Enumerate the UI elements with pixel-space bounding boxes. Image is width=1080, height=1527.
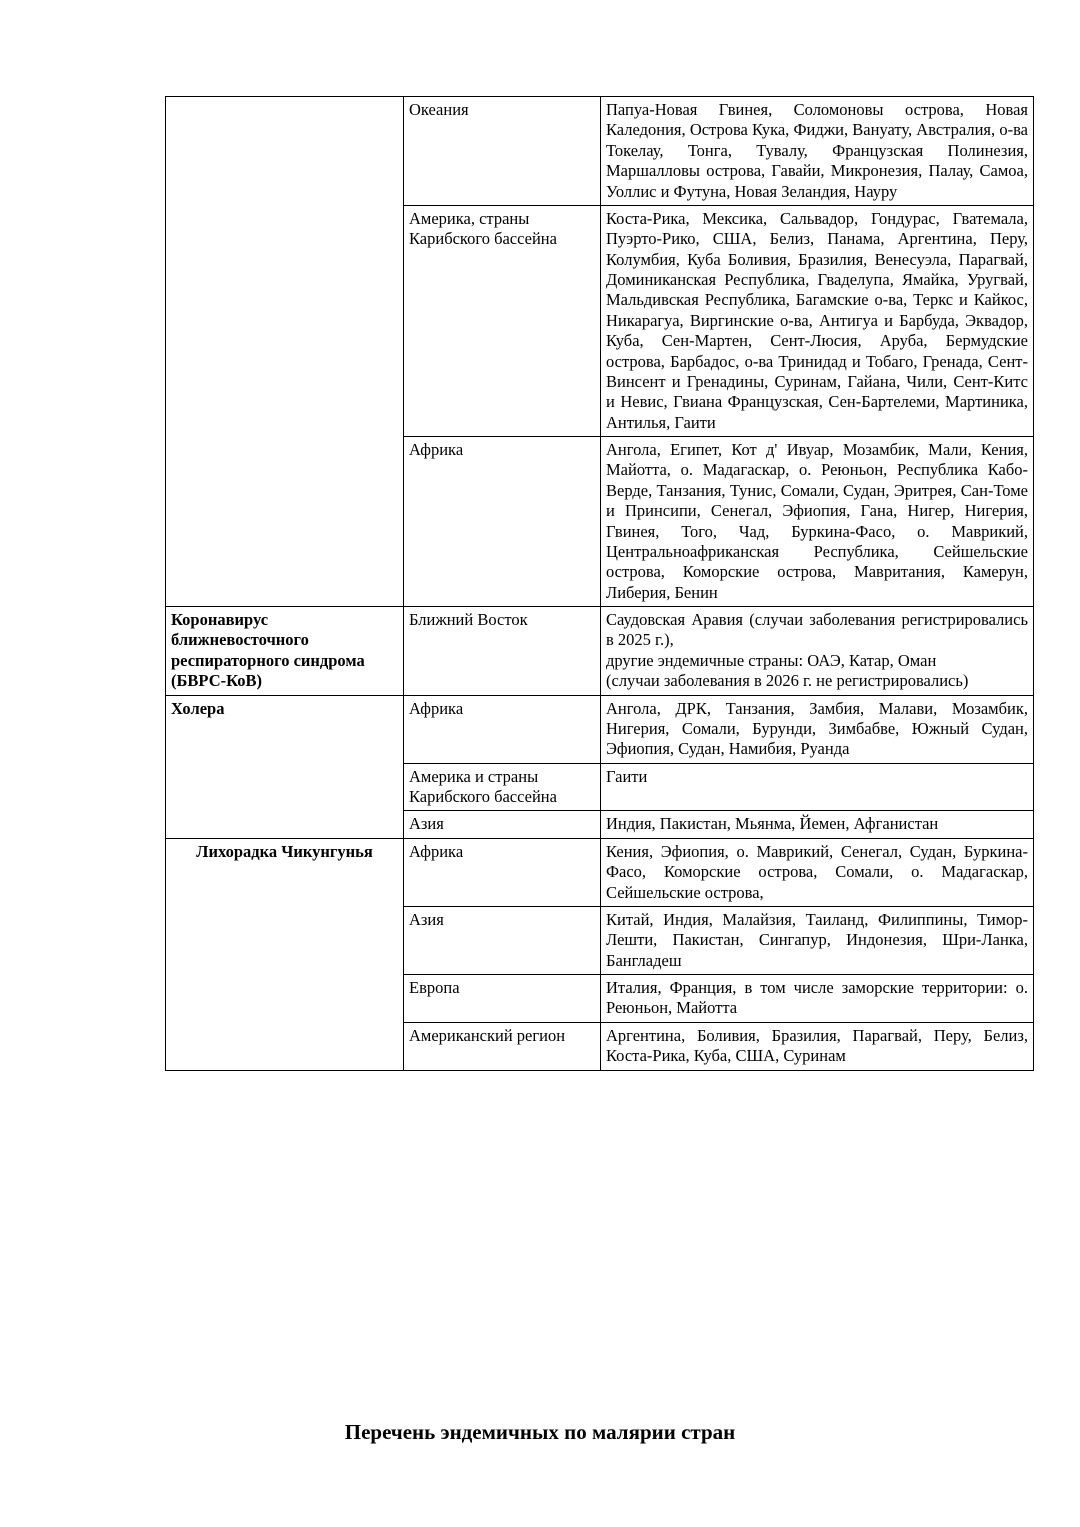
countries-cell: Ангола, Египет, Кот д' Ивуар, Мозамбик, Мали, Кения, Майотта, о. Мадагаскар, о. Реюньон, Республика Кабо-Верде, Танзания, Тунис, Сомали, Судан, Эритрея, Сан-Томе и Принсипи, Сенегал, Эфиопия, Гана, Нигер, Нигерия, Гвинея, Того, Чад, Буркина-Фасо, о. Маврикий, Центральноафриканская Республика, Сейшельские острова, Коморские острова, Мавритания, Камерун, Либерия, Бенин xyxy=(601,437,1034,607)
table-row xyxy=(166,838,1034,906)
countries-cell: Папуа-Новая Гвинея, Соломоновы острова, Новая Каледония, Острова Кука, Фиджи, Вануату, Австралия, о-ва Токелау, Тонга, Тувалу, Французская Полинезия, Маршалловы острова, Гавайи, Микронезия, Палау, Самоа, Уоллис и Футуна, Новая Зеландия, Науру xyxy=(601,97,1034,206)
disease-cell-mers: Коронавирус ближневосточного респираторного синдрома (БВРС-КоВ) xyxy=(166,607,404,696)
region-cell: Америка и страны Карибского бассейна xyxy=(404,763,601,811)
region-cell: Африка xyxy=(404,695,601,763)
region-cell: Африка xyxy=(404,437,601,607)
countries-cell: Гаити xyxy=(601,763,1034,811)
countries-cell: Коста-Рика, Мексика, Сальвадор, Гондурас, Гватемала, Пуэрто-Рико, США, Белиз, Панама, Аргентина, Перу, Колумбия, Куба Боливия, Бразилия, Венесуэла, Парагвай, Доминиканская Республика, Гваделупа, Ямайка, Уругвай, Мальдивская Республика, Багамские о-ва, Теркс и Кайкос, Никарагуа, Виргинские о-ва, Антигуа и Барбуда, Эквадор, Куба, Сен-Мартен, Сент-Люсия, Аруба, Бермудские острова, Барбадос, о-ва Тринидад и Тобаго, Гренада, Сент-Винсент и Гренадины, Суринам, Гайана, Чили, Сент-Китс и Невис, Гвиана Французская, Сен-Бартелеми, Мартиника, Антилья, Гаити xyxy=(601,205,1034,436)
region-cell: Азия xyxy=(404,811,601,838)
region-cell: Американский регион xyxy=(404,1022,601,1070)
table-row xyxy=(166,695,1034,763)
countries-cell xyxy=(601,607,1034,696)
region-cell: Азия xyxy=(404,906,601,974)
region-cell: Африка xyxy=(404,838,601,906)
region-cell: Европа xyxy=(404,975,601,1023)
disease-cell-chikungunya: Лихорадка Чикунгунья xyxy=(166,838,404,1070)
countries-line: (случаи заболевания в 2026 г. не регистрировались) xyxy=(606,671,969,691)
disease-cell-empty xyxy=(166,97,404,607)
region-cell: Океания xyxy=(404,97,601,206)
countries-cell: Китай, Индия, Малайзия, Таиланд, Филиппины, Тимор-Лешти, Пакистан, Сингапур, Индонезия, Шри-Ланка, Бангладеш xyxy=(601,906,1034,974)
countries-cell: Ангола, ДРК, Танзания, Замбия, Малави, Мозамбик, Нигерия, Сомали, Бурунди, Зимбабве, Южный Судан, Эфиопия, Судан, Намибия, Руанда xyxy=(601,695,1034,763)
region-cell: Ближний Восток xyxy=(404,607,601,696)
countries-cell: Кения, Эфиопия, о. Маврикий, Сенегал, Судан, Буркина-Фасо, Коморские острова, Сомали, о. Мадагаскар, Сейшельские острова, xyxy=(601,838,1034,906)
countries-cell: Аргентина, Боливия, Бразилия, Парагвай, Перу, Белиз, Коста-Рика, Куба, США, Суринам xyxy=(601,1022,1034,1070)
countries-line: Саудовская Аравия (случаи заболевания регистрировались в 2025 г.), xyxy=(606,610,1028,650)
countries-cell: Индия, Пакистан, Мьянма, Йемен, Афганистан xyxy=(601,811,1034,838)
table-row xyxy=(166,607,1034,696)
page-bottom-title: Перечень эндемичных по малярии стран xyxy=(344,1420,736,1444)
countries-line: другие эндемичные страны: ОАЭ, Катар, Оман xyxy=(606,650,937,670)
table-row xyxy=(166,97,1034,206)
disease-cell-cholera: Холера xyxy=(166,695,404,838)
countries-cell: Италия, Франция, в том числе заморские территории: о. Реюньон, Майотта xyxy=(601,975,1034,1023)
region-cell: Америка, страны Карибского бассейна xyxy=(404,205,601,436)
endemic-countries-table xyxy=(165,96,1034,1071)
